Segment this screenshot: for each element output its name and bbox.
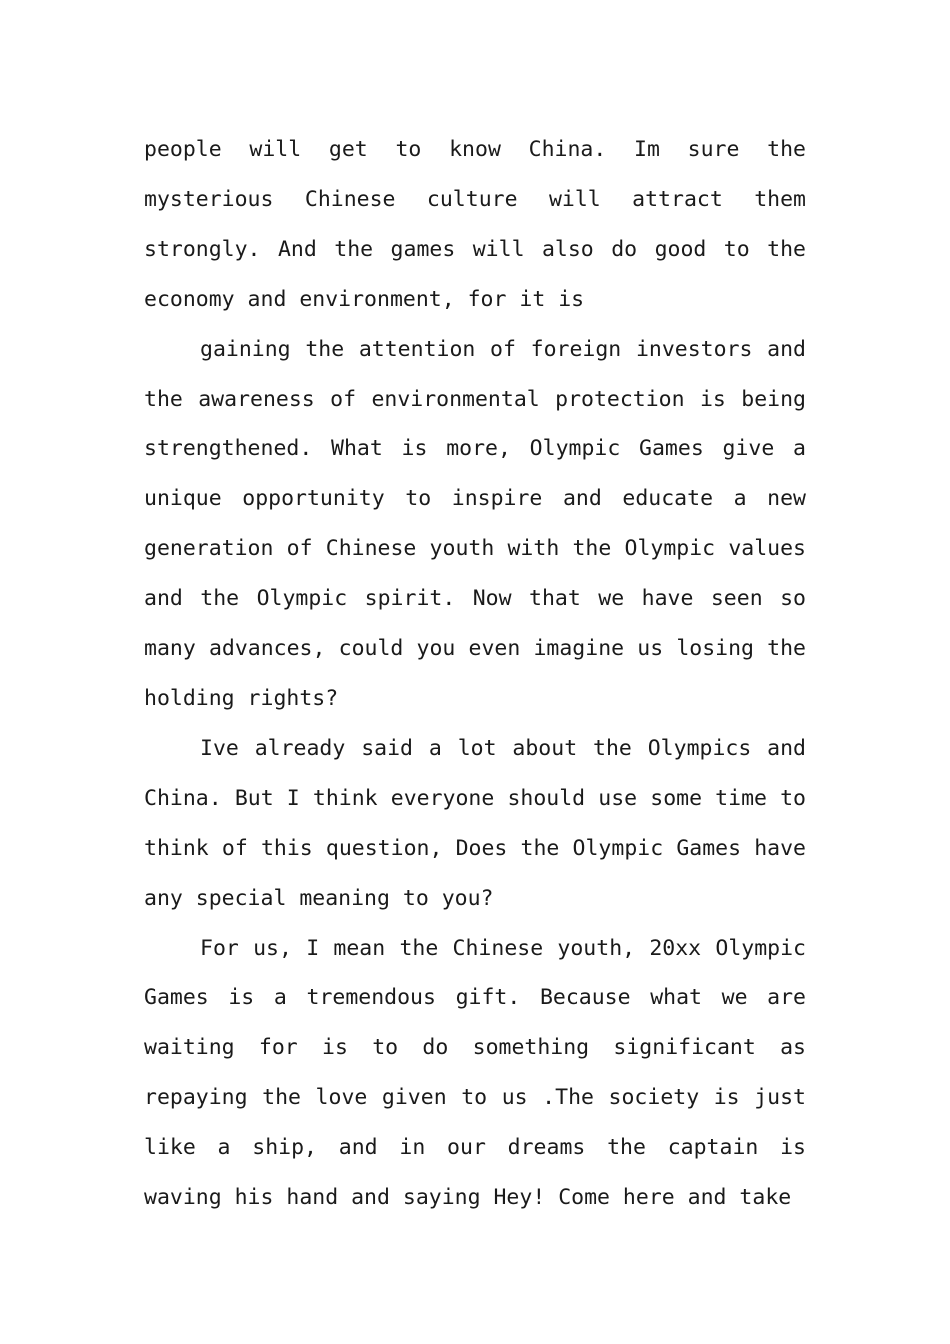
document-body	[144, 125, 806, 1223]
paragraph-youth: For us, I mean the Chinese youth, 20xx Olympic Games is a tremendous gift. Because what we are waiting for is to do something significant as repaying the love given to us .The society is just like a ship, and in our dreams the captain is waving his hand and saying Hey! Come here and take	[144, 935, 806, 1211]
paragraph-economy: gaining the attention of foreign investors and the awareness of environmental protection is being strengthened. What is more, Olympic Games give a unique opportunity to inspire and educate a new generation of Chinese youth with the Olympic values and the Olympic spirit. Now that we have seen so many advances, could you even imagine us losing the holding rights?	[144, 336, 806, 711]
paragraph-continuation: people will get to know China. Im sure the mysterious Chinese culture will attract them strongly. And the games will also do good to the economy and environment, for it is	[144, 137, 806, 312]
paragraph-question: Ive already said a lot about the Olympics and China. But I think everyone should use some time to think of this question, Does the Olympic Games have any special meaning to you?	[144, 735, 806, 911]
